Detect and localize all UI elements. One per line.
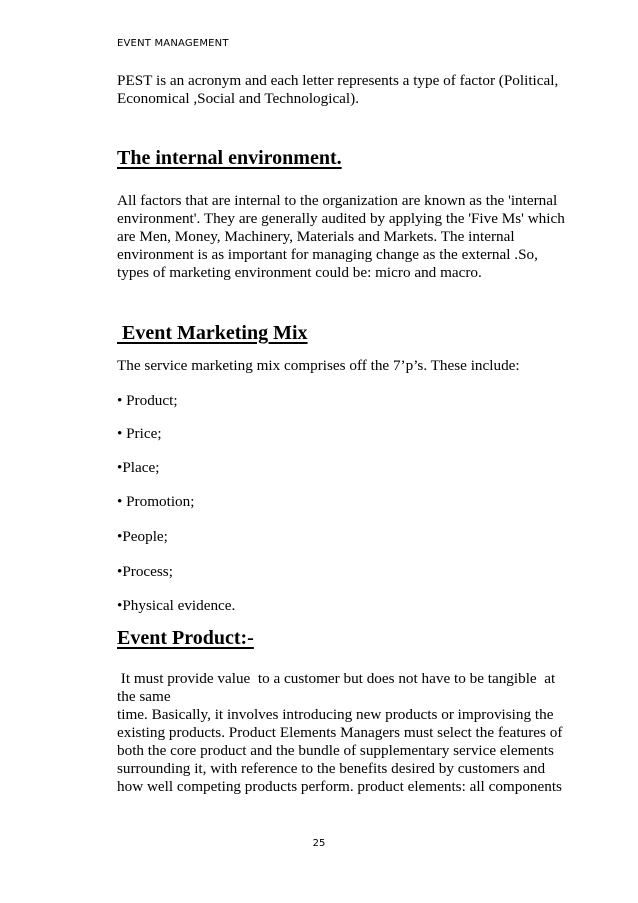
mix-item-place: •Place; — [117, 459, 160, 476]
text-line: environment'. They are generally audited by applying the 'Five Ms' which — [117, 210, 565, 227]
text-line: both the core product and the bundle of supplementary service elements — [117, 742, 554, 759]
text-line: how well competing products perform. product elements: all components — [117, 778, 562, 795]
mix-item-process: •Process; — [117, 563, 173, 580]
text-line: surrounding it, with reference to the benefits desired by customers and — [117, 760, 546, 777]
text-line: types of marketing environment could be: micro and macro. — [117, 264, 482, 281]
mix-item-price: • Price; — [117, 425, 162, 442]
text-line: Economical ,Social and Technological). — [117, 90, 359, 107]
text-line: time. Basically, it involves introducing new products or improvising the — [117, 706, 554, 723]
mix-item-product: • Product; — [117, 392, 178, 409]
running-header: EVENT MANAGEMENT — [117, 38, 229, 49]
text-line: the same — [117, 688, 171, 705]
mix-item-people: •People; — [117, 528, 168, 545]
text-line: PEST is an acronym and each letter represents a type of factor (Political, — [117, 72, 559, 89]
text-line: existing products. Product Elements Managers must select the features of — [117, 724, 563, 741]
event-product-paragraph — [117, 670, 567, 796]
event-product-heading: Event Product:- — [117, 627, 254, 649]
internal-environment-heading: The internal environment. — [117, 147, 342, 169]
pest-paragraph — [117, 72, 567, 108]
mix-item-promotion: • Promotion; — [117, 493, 195, 510]
text-line: It must provide value to a customer but does not have to be tangible at — [117, 670, 556, 687]
text-line: All factors that are internal to the organization are known as the 'internal — [117, 192, 558, 209]
mix-item-physical-evidence: •Physical evidence. — [117, 597, 236, 614]
internal-environment-paragraph — [117, 192, 567, 282]
marketing-mix-heading: Event Marketing Mix — [117, 322, 308, 344]
text-line: environment is as important for managing change as the external .So, — [117, 246, 538, 263]
page-number: 25 — [312, 838, 326, 849]
text-line: are Men, Money, Machinery, Materials and Markets. The internal — [117, 228, 515, 245]
marketing-mix-intro: The service marketing mix comprises off the 7’p’s. These include: — [117, 357, 520, 374]
